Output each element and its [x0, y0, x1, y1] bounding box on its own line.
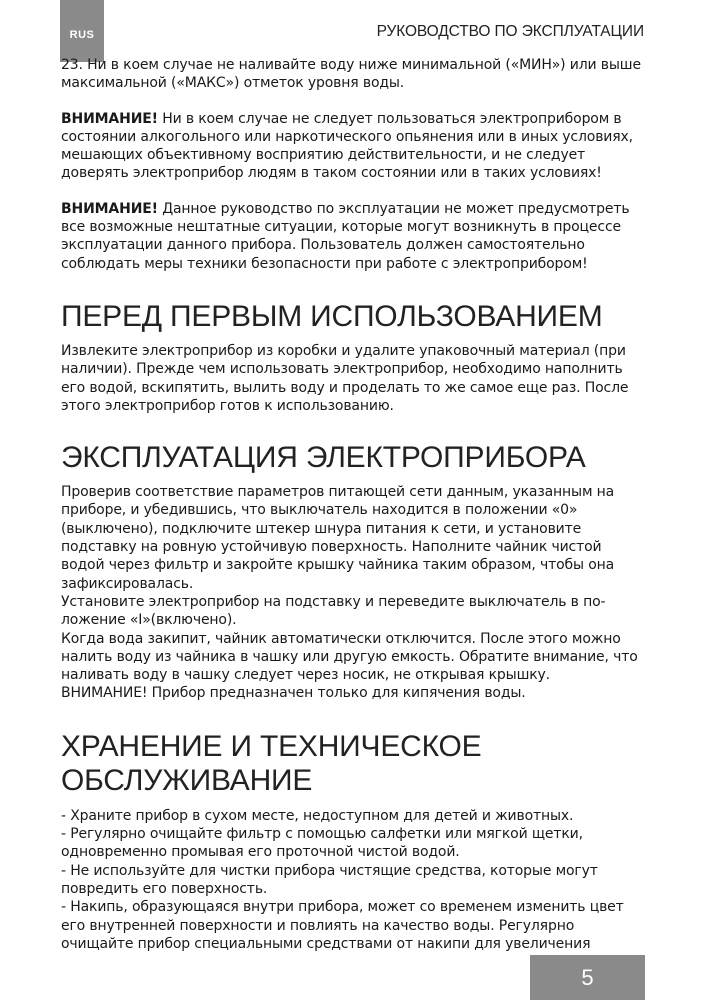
warning-label: ВНИМАНИЕ! [61, 200, 158, 217]
page-number: 5 [530, 955, 645, 1000]
section-heading-before-first-use: ПЕРЕД ПЕРВЫМ ИСПОЛЬЗОВАНИЕМ [61, 299, 603, 333]
storage-list-item: - Регулярно очищайте фильтр с помощью салфетки или мягкой щетки, одновременно промывая его проточной чистой водой. [61, 826, 583, 861]
language-tab: RUS [60, 0, 104, 62]
warning-paragraph-2 [61, 200, 646, 273]
operation-paragraph-1: Проверив соответствие параметров питающей сети данным, указанным на приборе, и убедившись, что выключатель находится в положении «0» (выключено), подключите штекер шнура питания к сети, и установите подставку на ровную устойчивую поверхность. Наполните чайник чистой водой через фильтр и закройте крышку чайника таким образом, чтобы она зафиксировалась. [61, 484, 615, 592]
section-heading-storage [61, 730, 646, 798]
operation-paragraph-4: ВНИМАНИЕ! Прибор предназначен только для кипячения воды. [61, 685, 526, 702]
warning-label: ВНИМАНИЕ! [61, 110, 158, 127]
storage-list-item: - Не используйте для чистки прибора чистящие средства, которые могут повредить его поверхность. [61, 862, 598, 897]
operation-paragraph-3: Когда вода закипит, чайник автоматически отключится. После этого можно налить воду из чайника в чашку или другую емкость. Обратите внимание, что наливать воду в чашку следует через носик, не открывая крышку. [61, 630, 638, 684]
heading-line-2: ОБСЛУЖИВАНИЕ [61, 763, 313, 797]
warning-paragraph-1 [61, 110, 646, 183]
warning-text: Ни в коем случае не следует пользоваться электроприбором в состоянии алкогольного или наркотического опьянения или в иных условиях, мешающих объективному восприятию действительности, и не следует доверять электроприбор людям в таком состоянии или в таких условиях! [61, 110, 633, 182]
paragraph-item-23: 23. Ни в коем случае не наливайте воду ниже минимальной («МИН») или выше максимальной («МАКС») отметок уровня воды. [61, 57, 641, 92]
warning-text: Данное руководство по эксплуатации не может предусмотреть все возможные нештатные ситуации, которые могут возникнуть в процессе эксплуатации данного прибора. Пользователь должен самостоятельно соблюдать меры техники безопасности при работе с электроприбором! [61, 200, 630, 272]
page-content [61, 56, 646, 953]
operation-paragraph-2: Установите электроприбор на подставку и переведите выключатель в положение «I»(включено). [61, 593, 606, 629]
storage-list-item: - Накипь, образующаяся внутри прибора, может со временем изменить цвет его внутренней поверхности и повлиять на качество воды. Регулярно очищайте прибор специальными средствами от накипи для увеличения [61, 899, 624, 952]
header-title: РУКОВОДСТВО ПО ЭКСПЛУАТАЦИИ [376, 23, 644, 40]
storage-list-item: - Храните прибор в сухом месте, недоступном для детей и животных. [61, 807, 574, 824]
heading-line-1: ХРАНЕНИЕ И ТЕХНИЧЕСКОЕ [61, 729, 482, 763]
section-heading-operation: ЭКСПЛУАТАЦИЯ ЭЛЕКТРОПРИБОРА [61, 441, 586, 475]
before-first-use-text: Извлеките электроприбор из коробки и удалите упаковочный материал (при наличии). Прежде чем использовать электроприбор, необходимо наполнить его водой, вскипятить, вылить воду и проделать то же самое еще раз. После этого электроприбор готов к использованию. [61, 342, 629, 414]
